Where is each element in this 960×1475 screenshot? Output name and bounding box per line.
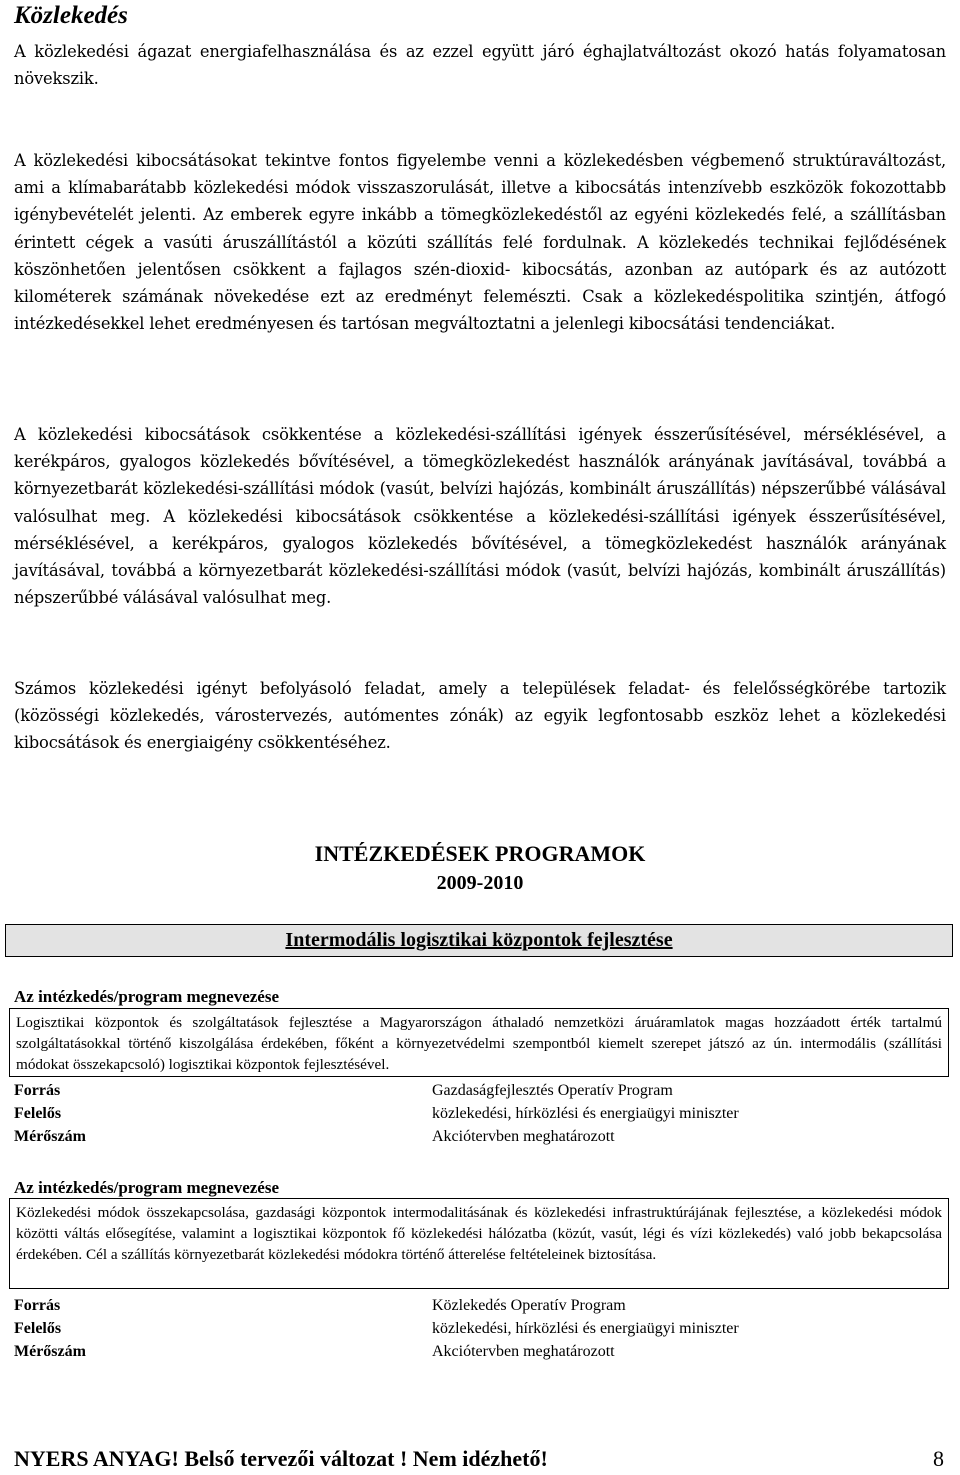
row-key: Forrás: [14, 1297, 61, 1314]
paragraph-emission-reduction: A közlekedési kibocsátások csökkentése a közlekedési-szállítási igények ésszerűsítésével, mérséklésével, a kerékpáros, gyalogos közlekedés bővítésével, a tömegközlekedést használók arányának javításával, továbbá a környezetbarát közlekedési-szállítási módok (vasút, belvízi hajózás, kombinált áruszállítás) népszerűbbé válásával valósulhat meg. A közlekedési kibocsátások csökkentése a közlekedési-szállítási igények ésszerűsítésével, mérséklésével, a kerékpáros, gyalogos közlekedés bővítésével, a tömegközlekedést használók arányának javításával, továbbá a környezetbarát közlekedési-szállítási módok (vasút, belvízi hajózás, kombinált áruszállítás) népszerűbbé válásával valósulhat meg.: [14, 425, 946, 608]
program-title: INTÉZKEDÉSEK PROGRAMOK: [314, 841, 646, 866]
measure-row-responsible: [14, 1103, 946, 1125]
draft-notice: NYERS ANYAG! Belső tervezői változat ! Nem idézhető!: [14, 1446, 548, 1471]
row-key: Forrás: [14, 1082, 61, 1099]
row-key: Felelős: [14, 1320, 62, 1337]
paragraph-intro: A közlekedési ágazat energiafelhasználása és az ezzel együtt járó éghajlatváltozást okozó hatás folyamatosan növekszik.: [14, 42, 946, 89]
row-key: Mérőszám: [14, 1128, 86, 1145]
measure-row-source: [14, 1080, 946, 1102]
section-title: Közlekedés: [14, 2, 128, 29]
row-key: Felelős: [14, 1105, 62, 1122]
row-value: közlekedési, hírközlési és energiaügyi miniszter: [432, 1105, 739, 1122]
measure-row-responsible: [14, 1318, 946, 1340]
row-value: Gazdaságfejlesztés Operatív Program: [432, 1082, 673, 1099]
measure-description-box: Közlekedési módok összekapcsolása, gazdasági központok intermodalitásának és közlekedési infrastruktúrájának fejlesztése, a közlekedési módok közötti váltás elősegítése, valamint a logisztikai központok fő közlekedési hálózatba (közút, vasút, légi és vízi közlekedés) való jobb bekapcsolása érdekében. Cél a szállítás környezetbarát közlekedési módokra történő átterelése feltételeinek biztosítása.: [9, 1198, 949, 1289]
paragraph-structure-change: A közlekedési kibocsátásokat tekintve fontos figyelembe venni a közlekedésben végbemenő struktúraváltozást, ami a klímabarátabb közlekedési módok visszaszorulását, illetve a kibocsátás intenzívebb eszközök fokozottabb igénybevételét jelenti. Az emberek egyre inkább a tömegközlekedéstől az egyéni közlekedés felé, a szállításban érintett cégek a vasúti áruszállítástól a közúti szállítás felé fordulnak. A közlekedés technikai fejlődésének köszönhetően jelentősen csökkent a fajlagos szén-dioxid- kibocsátás, azonban az autópark és az autózott kilométerek számának növekedése ezt az eredményt felemészti. Csak a közlekedéspolitika szintjén, átfogó intézkedésekkel lehet eredményesen és tartósan megváltoztatni a jelenlegi kibocsátási tendenciákat.: [14, 151, 946, 334]
measure-row-metric: [14, 1341, 946, 1363]
row-value: Akciótervben meghatározott: [432, 1343, 615, 1360]
program-years: 2009-2010: [436, 872, 524, 894]
measure-description-box: Logisztikai központok és szolgáltatások fejlesztése a Magyarországon áthaladó nemzetközi áruáramlatok magas hozzáadott érték tartalmú szolgáltatásokkal történő kiszolgálása érdekében, főként a környezetvédelmi szempontból kiemelt szerepet játszó az ún. intermodális (szállítási módokat összekapcsoló) logisztikai központok fejlesztésével.: [9, 1008, 949, 1077]
measure-name-label: Az intézkedés/program megnevezése: [14, 987, 279, 1006]
row-key: Mérőszám: [14, 1343, 86, 1360]
row-value: Akciótervben meghatározott: [432, 1128, 615, 1145]
page-number: 8: [933, 1446, 944, 1471]
measure-row-source: [14, 1295, 946, 1317]
paragraph-local-tasks: Számos közlekedési igényt befolyásoló feladat, amely a települések feladat- és felelősségkörébe tartozik (közösségi közlekedés, várostervezés, autómentes zónák) az egyik legfontosabb eszköz lehet a közlekedési kibocsátások és energiaigény csökkentéséhez.: [14, 679, 946, 753]
row-value: közlekedési, hírközlési és energiaügyi miniszter: [432, 1320, 739, 1337]
row-value: Közlekedés Operatív Program: [432, 1297, 626, 1314]
measure-row-metric: [14, 1126, 946, 1148]
program-banner: Intermodális logisztikai központok fejlesztése: [5, 924, 953, 957]
measure-name-label: Az intézkedés/program megnevezése: [14, 1178, 279, 1197]
